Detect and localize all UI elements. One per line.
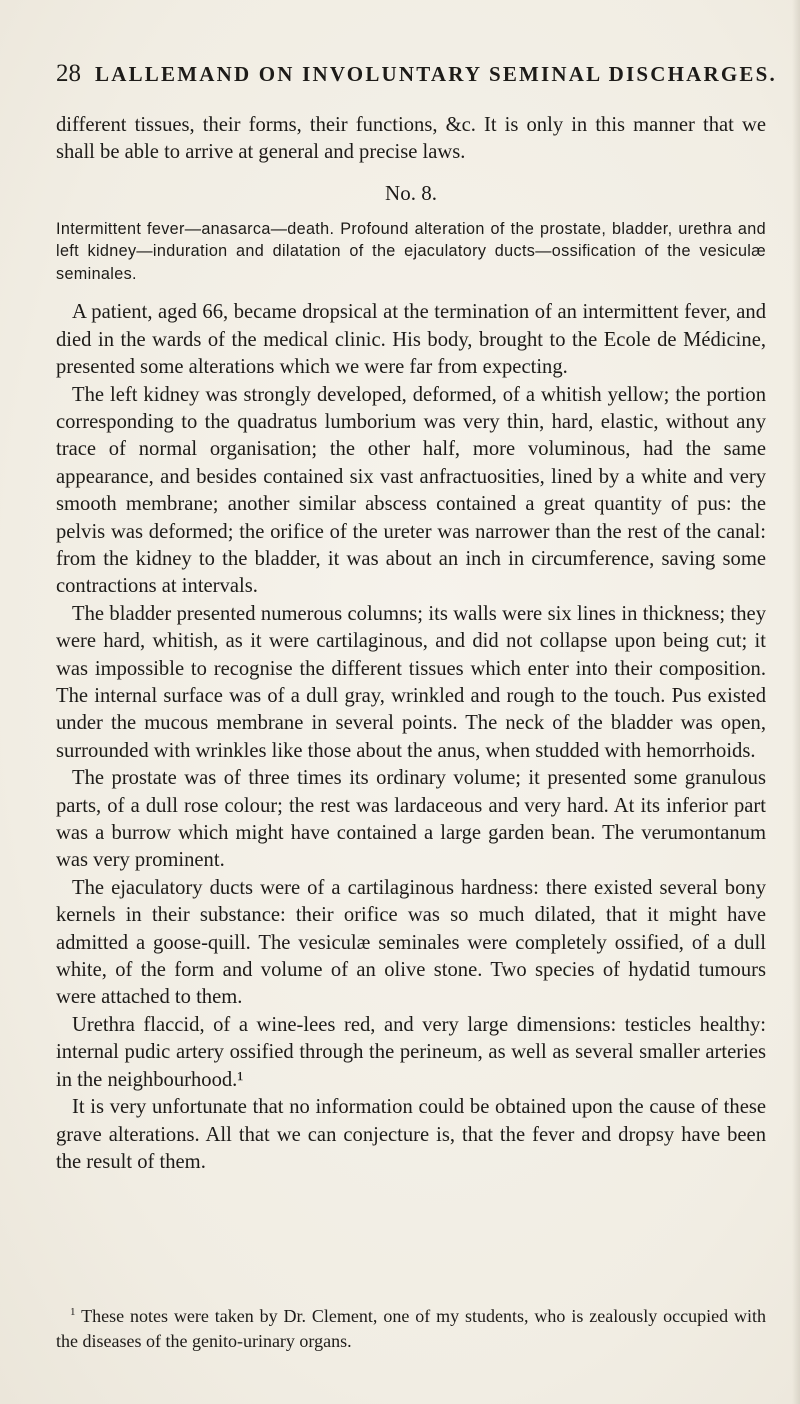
paragraph-prostate: The prostate was of three times its ordinary volume; it presented some granulous parts, of a dull rose colour; the rest was lardaceous and very hard. At its inferior part was a burrow which might have contained a large garden bean. The verumontanum was very prominent. [56, 767, 766, 872]
paragraph-patient-history: A patient, aged 66, became dropsical at the termination of an intermittent fever, and died in the wards of the medical clinic. His body, brought to the Ecole de Médicine, presented some alterations which we were far from expecting. [56, 301, 766, 379]
footnote-marker: 1 [70, 1306, 76, 1318]
page-edge-shadow [792, 0, 800, 1404]
paragraph-left-kidney: The left kidney was strongly developed, deformed, of a whitish yellow; the portion corresponding to the quadratus lumborium was very thin, hard, elastic, without any trace of normal organisation; the other half, more voluminous, had the same appearance, and besides contained six vast anfractuosities, lined by a white and very smooth membrane; another similar abscess contained a great quantity of pus: the pelvis was deformed; the orifice of the ureter was narrower than the rest of the canal: from the kidney to the bladder, it was about an inch in circumference, saving some contractions at intervals. [56, 383, 766, 598]
paragraph-ejaculatory-ducts: The ejaculatory ducts were of a cartilaginous hardness: there existed several bony kernels in their substance: their orifice was so much dilated, that it might have admitted a goose-quill. The vesiculæ seminales were completely ossified, of a dull white, of the form and volume of an olive stone. Two species of hydatid tumours were attached to them. [56, 876, 766, 1009]
paragraph-urethra: Urethra flaccid, of a wine-lees red, and very large dimensions: testicles healthy: internal pudic artery ossified through the perineum, as well as several smaller arteries in the neighbourhood.¹ [56, 1013, 766, 1091]
paragraph-conclusion: It is very unfortunate that no information could be obtained upon the cause of these grave alterations. All that we can conjecture is, that the fever and dropsy have been the result of them. [56, 1096, 766, 1173]
case-summary: Intermittent fever—anasarca—death. Profound alteration of the prostate, bladder, urethra and left kidney—induration and dilatation of the ejaculatory ducts—ossification of the vesiculæ seminales. [56, 219, 766, 283]
opening-paragraph: different tissues, their forms, their functions, &c. It is only in this manner that we shall be able to arrive at general and precise laws. [56, 114, 766, 164]
running-title: LALLEMAND ON INVOLUNTARY SEMINAL DISCHARGES. [95, 62, 777, 86]
paragraph-bladder: The bladder presented numerous columns; its walls were six lines in thickness; they were hard, whitish, as it were cartilaginous, and did not collapse upon being cut; it was impossible to recognise the different tissues which enter into their composition. The internal surface was of a dull gray, wrinkled and rough to the touch. Pus existed under the mucous membrane in several points. The neck of the bladder was open, surrounded with wrinkles like those about the anus, when studded with hemorrhoids. [56, 602, 766, 762]
running-header [56, 60, 777, 88]
case-title: No. 8. [385, 180, 437, 205]
page-body [56, 112, 766, 1176]
footnote-text: These notes were taken by Dr. Clement, one of my students, who is zealously occupied with the diseases of the genito-urinary organs. [56, 1306, 766, 1351]
page-number: 28 [56, 60, 81, 87]
footnote [56, 1300, 766, 1354]
